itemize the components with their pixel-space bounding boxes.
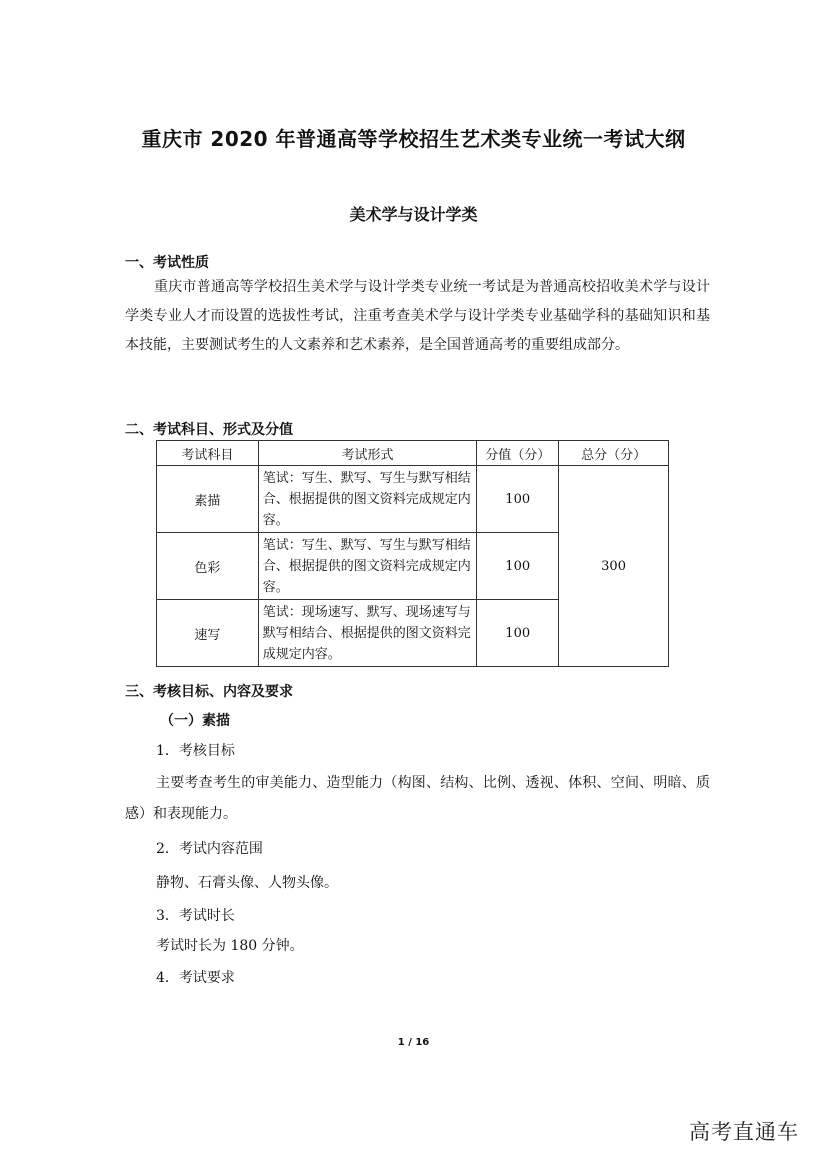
subject-cell: 素描 bbox=[157, 466, 259, 533]
form-cell: 笔试：写生、默写、写生与默写相结合、根据提供的图文资料完成规定内容。 bbox=[258, 533, 477, 600]
score-cell: 100 bbox=[477, 600, 559, 667]
section1-paragraph: 重庆市普通高等学校招生美术学与设计学类专业统一考试是为普通高校招收美术学与设计学类专业人才而设置的选拔性考试，注重考查美术学与设计学类专业基础学科的基础知识和基本技能，主要测试考生的人文素养和艺术素养，是全国普通高考的重要组成部分。 bbox=[125, 279, 710, 353]
table-header-cell: 分值（分） bbox=[477, 441, 559, 466]
table-header-row bbox=[157, 441, 669, 466]
section1-heading: 一、考试性质 bbox=[125, 255, 209, 271]
subject-cell: 速写 bbox=[157, 600, 259, 667]
table-row bbox=[157, 466, 669, 533]
subject-cell: 色彩 bbox=[157, 533, 259, 600]
item3-label: 3．考试时长 bbox=[156, 908, 235, 924]
table-header-cell: 考试科目 bbox=[157, 441, 259, 466]
table-header-cell: 总分（分） bbox=[559, 441, 669, 466]
form-cell: 笔试：写生、默写、写生与默写相结合、根据提供的图文资料完成规定内容。 bbox=[258, 466, 477, 533]
table-header-cell: 考试形式 bbox=[258, 441, 477, 466]
section3-subheading: （一）素描 bbox=[160, 713, 230, 729]
document-title: 重庆市 2020 年普通高等学校招生艺术类专业统一考试大纲 bbox=[141, 127, 686, 151]
item1-label: 1．考核目标 bbox=[156, 743, 235, 759]
document-subtitle: 美术学与设计学类 bbox=[349, 205, 478, 224]
watermark-logo: 高考直通车 bbox=[689, 1120, 799, 1144]
item4-label: 4．考试要求 bbox=[156, 970, 235, 986]
form-cell: 笔试：现场速写、默写、现场速写与默写相结合、根据提供的图文资料完成规定内容。 bbox=[258, 600, 477, 667]
item1-text: 主要考查考生的审美能力、造型能力（构图、结构、比例、透视、体积、空间、明暗、质感）和表现能力。 bbox=[125, 775, 710, 822]
item3-text: 考试时长为 180 分钟。 bbox=[156, 938, 304, 954]
section3-heading: 三、考核目标、内容及要求 bbox=[125, 684, 293, 700]
exam-table bbox=[156, 440, 669, 667]
score-cell: 100 bbox=[477, 466, 559, 533]
page-number: 1 / 16 bbox=[397, 1037, 430, 1048]
item2-label: 2．考试内容范围 bbox=[156, 841, 263, 857]
section2-heading: 二、考试科目、形式及分值 bbox=[125, 422, 293, 438]
score-cell: 100 bbox=[477, 533, 559, 600]
item2-text: 静物、石膏头像、人物头像。 bbox=[156, 875, 338, 891]
total-cell: 300 bbox=[559, 466, 669, 667]
